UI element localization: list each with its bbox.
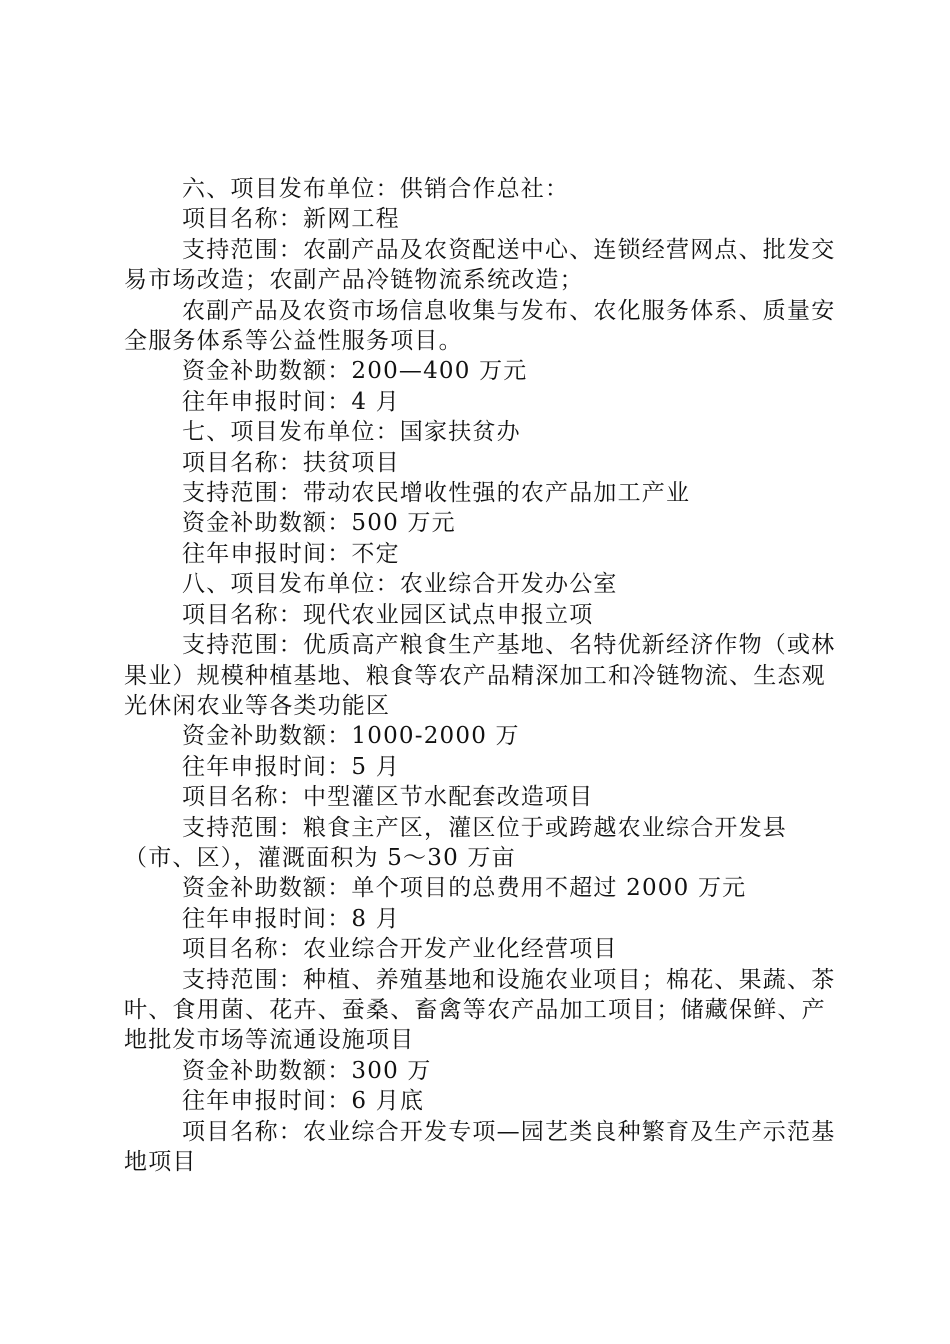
project-name: 项目名称：中型灌区节水配套改造项目 <box>182 784 594 811</box>
project-name: 项目名称：扶贫项目 <box>182 449 400 476</box>
project-name: 项目名称：新网工程 <box>182 206 400 233</box>
funding-amount: 资金补助数额：300 万 <box>182 1057 432 1084</box>
support-scope: 支持范围：带动农民增收性强的农产品加工产业 <box>182 480 691 507</box>
project-name: 项目名称：现代农业园区试点申报立项 <box>182 601 594 628</box>
support-scope: 支持范围：粮食主产区，灌区位于或跨越农业综合开发县（市、区），灌溉面积为 5～30 万亩 <box>124 814 787 871</box>
application-time: 往年申报时间：8 月 <box>182 905 400 932</box>
application-time: 往年申报时间：6 月底 <box>182 1088 425 1115</box>
funding-amount: 资金补助数额：500 万元 <box>182 510 456 537</box>
support-scope: 支持范围：种植、养殖基地和设施农业项目；棉花、果蔬、茶叶、食用菌、花卉、蚕桑、畜禽等农产品加工项目；储藏保鲜、产地批发市场等流通设施项目 <box>124 966 836 1054</box>
funding-amount: 资金补助数额：200—400 万元 <box>182 358 528 385</box>
project-name: 项目名称：农业综合开发产业化经营项目 <box>182 936 618 963</box>
application-time: 往年申报时间：4 月 <box>182 388 400 415</box>
application-time: 往年申报时间：5 月 <box>182 753 400 780</box>
section-heading-7: 七、项目发布单位：国家扶贫办 <box>182 419 521 446</box>
section-heading-6: 六、项目发布单位：供销合作总社： <box>182 176 570 202</box>
application-time: 往年申报时间：不定 <box>182 540 400 567</box>
support-scope: 支持范围：农副产品及农资配送中心、连锁经营网点、批发交易市场改造；农副产品冷链物流系统改造； <box>124 236 836 294</box>
project-name: 项目名称：农业综合开发专项—园艺类良种繁育及生产示范基地项目 <box>124 1118 836 1175</box>
document-body <box>124 174 840 1177</box>
funding-amount: 资金补助数额：1000-2000 万 <box>182 723 520 750</box>
funding-amount: 资金补助数额：单个项目的总费用不超过 2000 万元 <box>182 875 747 902</box>
section-heading-8: 八、项目发布单位：农业综合开发办公室 <box>182 571 618 598</box>
support-scope: 支持范围：优质高产粮食生产基地、名特优新经济作物（或林果业）规模种植基地、粮食等农产品精深加工和冷链物流、生态观光休闲农业等各类功能区 <box>124 632 836 719</box>
support-scope-continued: 农副产品及农资市场信息收集与发布、农化服务体系、质量安全服务体系等公益性服务项目。 <box>124 297 836 355</box>
